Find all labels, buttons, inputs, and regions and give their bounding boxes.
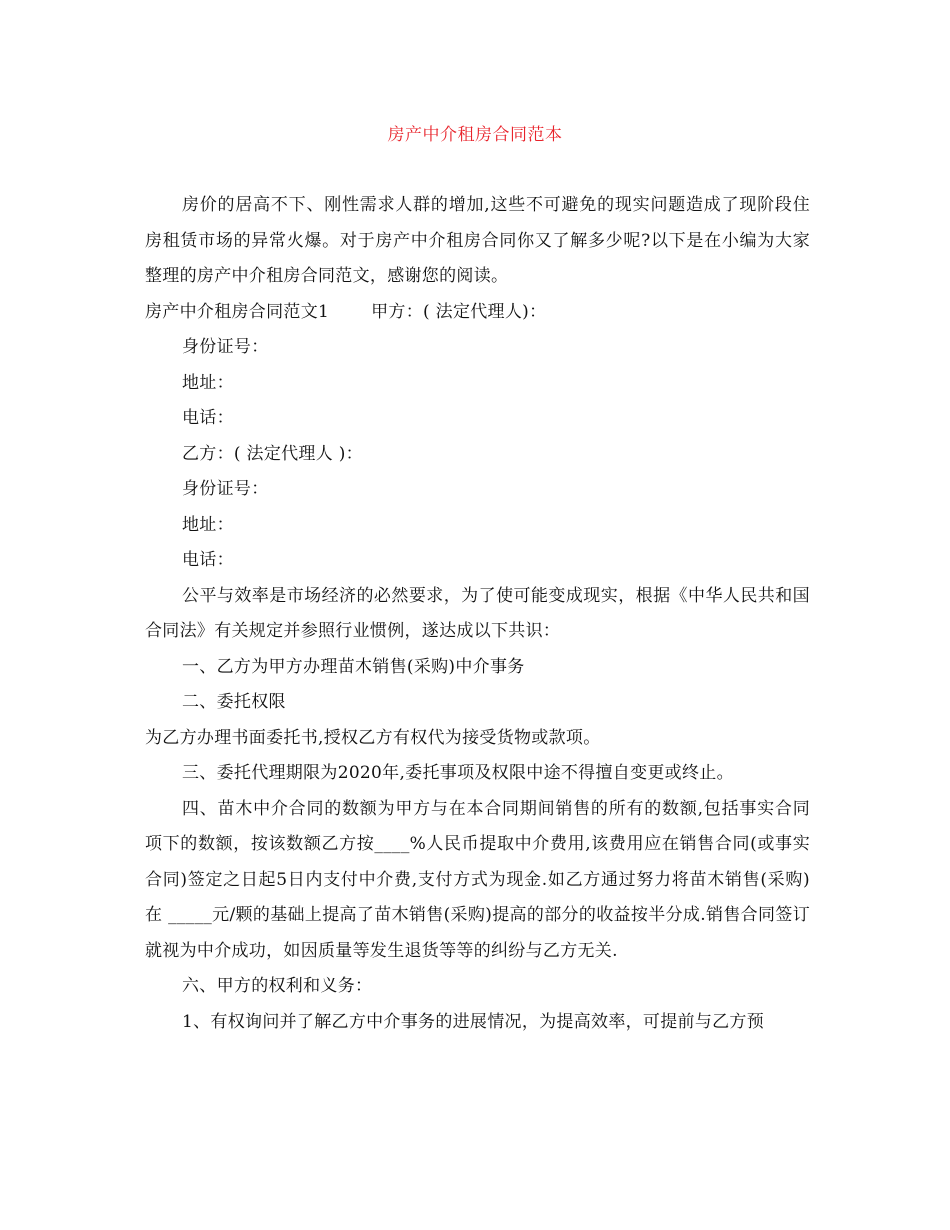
document-title: 房产中介租房合同范本 (387, 125, 563, 145)
clause-4: 四、苗木中介合同的数额为甲方与在本合同期间销售的所有的数额,包括事实合同项下的数额，按该数额乙方按____%人民币提取中介费用,该费用应在销售合同(或事实合同)签定之日起5日内支付中介费,支付方式为现金.如乙方通过努力将苗木销售(采购)在 _____元/颗的基础上提高了苗木销售(采购)提高的部分的收益按半分成.销售合同签订就视为中介成功，如因质量等发生退货等等的纠纷与乙方无关. (145, 798, 810, 961)
party-b-phone: 电话： (182, 550, 234, 570)
sample-heading: 房产中介租房合同范文1 (145, 301, 330, 322)
party-a-label: 甲方：( 法定代理人)： (371, 301, 547, 322)
party-b-id: 身份证号： (182, 479, 269, 499)
party-a-address: 地址： (182, 372, 234, 393)
clause-2: 二、委托权限 (182, 692, 286, 712)
clause-3: 三、委托代理期限为2020年,委托事项及权限中途不得擅自变更或终止。 (182, 763, 734, 783)
document-body (145, 188, 810, 1040)
party-a-id: 身份证号： (182, 337, 269, 357)
clause-6: 六、甲方的权利和义务： (182, 976, 373, 996)
clause-1: 一、乙方为甲方办理苗木销售(采购)中介事务 (182, 656, 525, 677)
intro-paragraph: 房价的居高不下、刚性需求人群的增加,这些不可避免的现实问题造成了现阶段住房租赁市场的异常火爆。对于房产中介租房合同你又了解多少呢?以下是在小编为大家整理的房产中介租房合同范文，感谢您的阅读。 (145, 195, 810, 286)
party-b-label: 乙方：( 法定代理人 )： (182, 443, 363, 464)
party-a-phone: 电话： (182, 408, 234, 428)
party-b-address: 地址： (182, 514, 234, 535)
sample-heading-line (145, 295, 810, 331)
preamble-paragraph: 公平与效率是市场经济的必然要求，为了使可能变成现实，根据《中华人民共和国合同法》有关规定并参照行业惯例，遂达成以下共识： (145, 585, 810, 641)
clause-6-1: 1、有权询问并了解乙方中介事务的进展情况，为提高效率，可提前与乙方预 (182, 1011, 765, 1032)
clause-2-detail: 为乙方办理书面委托书,授权乙方有权代为接受货物或款项。 (145, 727, 601, 748)
